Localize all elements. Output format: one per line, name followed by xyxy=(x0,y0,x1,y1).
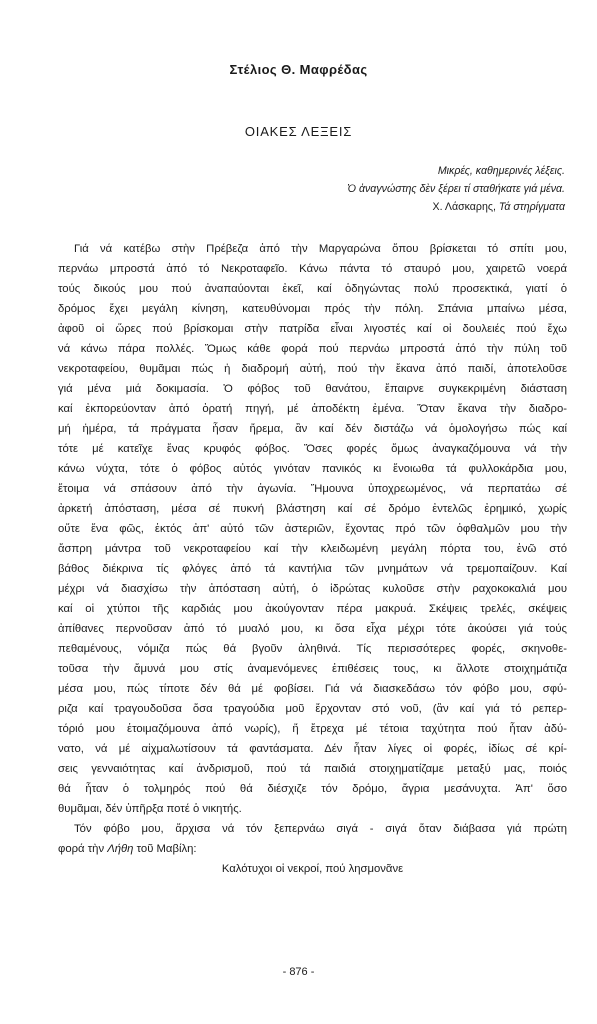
epigraph-author: Χ. Λάσκαρης, xyxy=(432,201,499,213)
paragraph xyxy=(58,239,567,819)
paragraph-line: νεκροταφείου, θυμᾶμαι πώς ἡ διαδρομή αὐτή, πού τὴν ἔκανα ἀπό παιδί, ἀποτελοῦσε xyxy=(58,363,567,375)
paragraph-line: νατο, νά μέ αἰχμαλωτίσουν τά φαντάσματα. Δέν ἦταν λίγες οἱ φορές, ἰδίως σέ κρί- xyxy=(58,743,567,755)
paragraph-line: μή ἡμέρα, τά πράγματα ἦσαν ἤρεμα, ἂν καί δέν διστάζω νά ὁμολογήσω πώς καί xyxy=(58,423,567,435)
paragraph-line: ἕτοιμα νά σπάσουν ἀπό τὴν ἀγωνία. Ἤμουνα ὑποχρεωμένος, νά περπατάω σέ xyxy=(58,483,567,495)
paragraph-line: θά ἦταν ὁ τολμηρός πού θά διέσχιζε τόν δρόμο, ἄγρια μεσάνυχτα. Ἀπ' ὅσο xyxy=(58,783,567,795)
paragraph-line: ἀρκετή ἀπόσταση, μέσα σέ πυκνή βλάστηση καί σέ δρόμο ἐντελῶς ἐρημικό, χωρίς xyxy=(58,503,567,515)
paragraph-line: τόριό μου ἑτοιμαζόμουνα ἀπό νωρίς), ἤ ἔτρεχα μέ τέτοια ταχύτητα πού ἦταν ἀδύ- xyxy=(58,723,567,735)
paragraph-line: τοῦσα τὴν ἄμυνά μου στίς ἀναμενόμενες ἐπιθέσεις τους, κι ἄλλοτε στοιχημάτιζα xyxy=(58,663,567,675)
paragraph-line: πεθαμένους, νόμιζα πώς θά βγοῦν ἀληθινά. Τίς περισσότερες φορές, σκηνοθε- xyxy=(58,643,567,655)
paragraph-line: γιά μένα μιά δοκιμασία. Ὁ φόβος τοῦ θανάτου, ἔπαιρνε συγκεκριμένη διάσταση xyxy=(58,383,567,395)
page-number: - 876 - xyxy=(282,966,315,978)
epigraph xyxy=(145,162,565,216)
paragraph-line: ἀφοῦ οἱ ὥρες πού βρίσκομαι στὴν πατρίδα εἶναι λιγοστές καί οἱ δουλειές πού ἔχω xyxy=(58,323,567,335)
paragraph-line: ἀπίθανες περνοῦσαν ἀπό τό μυαλό μου, κι ὅσα εἶχα μέχρι τότε ἀκούσει γιά τούς xyxy=(58,623,567,635)
paragraph-line: νά κάνω πάρα πολλές. Ὅμως κάθε φορά πού περνάω μπροστά ἀπό τὴν πύλη τοῦ xyxy=(58,343,567,355)
paragraph-line: θυμᾶμαι, δέν ὑπῆρξα ποτέ ὁ νικητής. xyxy=(58,803,242,815)
epigraph-attribution xyxy=(145,198,565,216)
body-text xyxy=(58,239,567,879)
paragraph-line: μέχρι νά διασχίσω τὴν ἀπόσταση αὐτή, ὁ ἱδρώτας κυλοῦσε στὴν ραχοκοκαλιά μου xyxy=(58,583,567,595)
paragraph-line: καί οἱ χτύποι τῆς καρδιάς μου ἀκούγονταν πέρα μακρυά. Σκέψεις τρελές, σκέψεις xyxy=(58,603,567,615)
paragraph-line: σεις γενναιότητας καί ἀνδρισμοῦ, πού τά παιδιά στοιχηματίζαμε μεταξύ μας, ποιός xyxy=(58,763,567,775)
epigraph-line: Ὁ ἀναγνώστης δὲν ξέρει τί σταθήκατε γιά μένα. xyxy=(347,183,565,195)
paragraph-line xyxy=(58,839,567,859)
paragraph-line: ἄσπρη μάντρα τοῦ νεκροταφείου καί τὴν κλειδωμένη μεγάλη πόρτα του, ἐνῶ στό xyxy=(58,543,567,555)
paragraph-line: Γιά νά κατέβω στὴν Πρέβεζα ἀπό τὴν Μαργαρώνα ὅπου βρίσκεται τό σπίτι μου, xyxy=(74,243,567,255)
paragraph-line: βάθος διέκρινα τίς φλόγες ἀπό τά καντήλια τῶν μνημάτων νά τρεμοπαίζουν. Καί xyxy=(58,563,567,575)
text-run: φορά τὴν xyxy=(58,843,108,855)
paragraph-line: τούς δικούς μου πού ἀναπαύονται ἐκεῖ, καί ὁδηγώντας πολύ προσεκτικά, γιατί ὁ xyxy=(58,283,567,295)
paragraph-line: οὔτε ἕνα φῶς, ἐκτός ἀπ' αὐτό τῶν ἀστεριῶν, ἔχοντας πρό τῶν ὀφθαλμῶν μου τὴν xyxy=(58,523,567,535)
article-title: ΟΙΑΚΕΣ ΛΕΞΕΙΣ xyxy=(244,124,353,139)
epigraph-work: Τά στηρίγματα xyxy=(498,201,565,213)
paragraph-line: ριζα καί τραγουδοῦσα ὅσα τραγούδια μοῦ ἔρχονταν στό νοῦ, (ἂν καί γιά τό ρεπερ- xyxy=(58,703,567,715)
verse-quote: Καλότυχοι οἱ νεκροί, πού λησμονᾶνε xyxy=(221,863,404,875)
epigraph-line: Μικρές, καθημερινές λέξεις. xyxy=(437,165,565,177)
book-title-lithi: Λήθη xyxy=(107,843,134,855)
paragraph-line: καί ἐκπορεύονταν ἀπό ὁρατή πηγή, μέ ἀποδέκτη ἐμένα. Ὅταν ἔκανα τὴν διαδρο- xyxy=(58,403,567,415)
paragraph-line: Τόν φόβο μου, ἄρχισα νά τόν ξεπερνάω σιγά - σιγά ὅταν διάβασα γιά πρώτη xyxy=(74,823,567,835)
text-run: τοῦ Μαβίλη: xyxy=(133,843,197,855)
paragraph-line: μέσα μου, πώς τίποτε δέν θά μέ φοβίσει. Γιά νά διασκεδάσω τόν φόβο μου, σφύ- xyxy=(58,683,567,695)
paragraph-line: κάνω νύχτα, τότε ὁ φόβος αὐτός γινόταν πανικός κι ἔνοιωθα τά φυλλοκάρδια μου, xyxy=(58,463,567,475)
paragraph-line: δρόμος ἔχει μεγάλη κίνηση, κατευθύνομαι πρός τὴν πόλη. Σπάνια μπαίνω μέσα, xyxy=(58,303,567,315)
paragraph-line: τότε μέ κατεῖχε ἕνας κρυφός φόβος. Ὅσες φορές ὅμως ἀναγκαζόμουνα νά τὴν xyxy=(58,443,567,455)
paragraph-line: περνάω μπροστά ἀπό τό Νεκροταφεῖο. Κάνω πάντα τό σταυρό μου, χαιρετῶ νοερά xyxy=(58,263,567,275)
author-name: Στέλιος Θ. Μαφρέδας xyxy=(229,62,368,77)
